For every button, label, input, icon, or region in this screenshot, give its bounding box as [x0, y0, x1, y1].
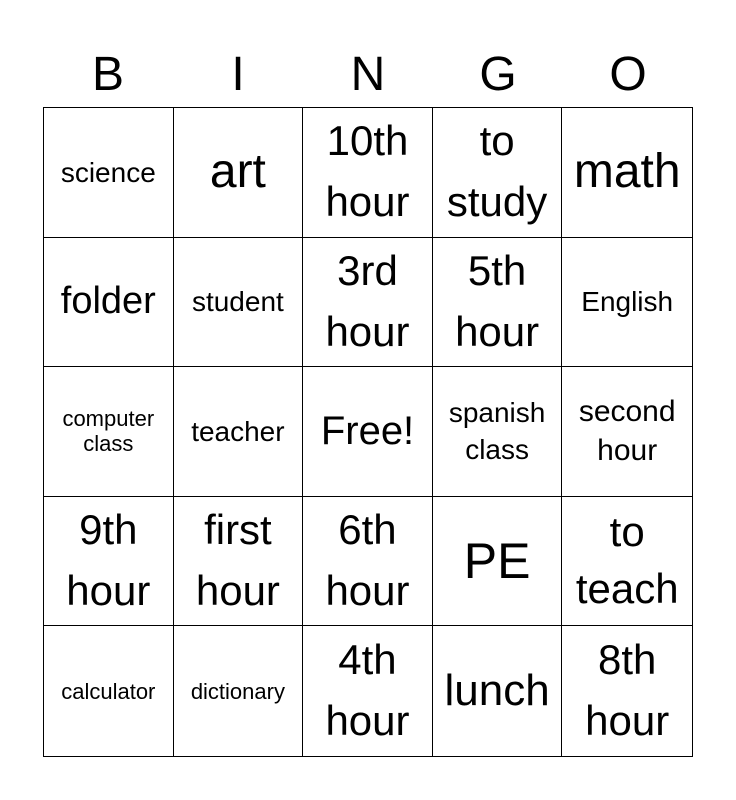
bingo-cell[interactable]: [562, 626, 692, 756]
bingo-cell[interactable]: [433, 238, 563, 368]
cell-label: 10th hour: [325, 117, 410, 226]
free-space-label: Free!: [320, 409, 415, 454]
cell-label: first hour: [195, 506, 280, 615]
bingo-cell[interactable]: [44, 497, 174, 627]
bingo-cell[interactable]: [562, 497, 692, 627]
bingo-header: [43, 42, 693, 108]
cell-label: English: [581, 286, 674, 318]
bingo-cell[interactable]: [44, 108, 174, 238]
bingo-cell[interactable]: [562, 367, 692, 497]
cell-label: 9th hour: [66, 506, 151, 615]
cell-label: science: [60, 156, 156, 188]
bingo-cell[interactable]: [44, 626, 174, 756]
cell-label: lunch: [444, 665, 550, 715]
cell-label: teacher: [191, 415, 285, 447]
cell-label: 3rd hour: [325, 247, 410, 355]
header-letter-g: G: [479, 48, 517, 101]
cell-label: art: [209, 144, 266, 198]
bingo-cell[interactable]: [562, 108, 692, 238]
header-letter-i: I: [231, 48, 245, 101]
bingo-cell[interactable]: [433, 497, 563, 627]
cell-label: calculator: [61, 678, 156, 704]
cell-label: spanish class: [448, 396, 546, 466]
cell-label: to study: [446, 117, 548, 226]
bingo-cell[interactable]: [433, 108, 563, 238]
bingo-cell[interactable]: [562, 238, 692, 368]
bingo-cell[interactable]: [303, 626, 433, 756]
bingo-cell[interactable]: [174, 497, 304, 627]
free-space-cell[interactable]: [303, 367, 433, 497]
cell-label: student: [191, 286, 284, 318]
cell-label: math: [573, 144, 681, 198]
cell-label: dictionary: [190, 678, 285, 704]
cell-label: 6th hour: [325, 506, 410, 615]
cell-label: 4th hour: [325, 636, 410, 745]
bingo-cell[interactable]: [303, 238, 433, 368]
bingo-cell[interactable]: [44, 367, 174, 497]
cell-label: 5th hour: [455, 247, 540, 355]
cell-label: to teach: [575, 508, 679, 613]
bingo-board: [43, 107, 693, 757]
bingo-cell[interactable]: [174, 367, 304, 497]
header-letter-o: O: [609, 48, 647, 101]
cell-label: PE: [463, 532, 531, 589]
cell-label: computer class: [62, 406, 155, 457]
bingo-cell[interactable]: [44, 238, 174, 368]
bingo-cell[interactable]: [303, 108, 433, 238]
bingo-cell[interactable]: [174, 626, 304, 756]
cell-label: 8th hour: [585, 636, 670, 745]
cell-label: second hour: [578, 395, 676, 468]
header-letter-n: N: [350, 48, 386, 101]
bingo-cell[interactable]: [174, 238, 304, 368]
bingo-cell[interactable]: [303, 497, 433, 627]
bingo-cell[interactable]: [174, 108, 304, 238]
cell-label: folder: [60, 280, 156, 323]
header-letter-b: B: [91, 48, 124, 101]
bingo-cell[interactable]: [433, 367, 563, 497]
bingo-cell[interactable]: [433, 626, 563, 756]
